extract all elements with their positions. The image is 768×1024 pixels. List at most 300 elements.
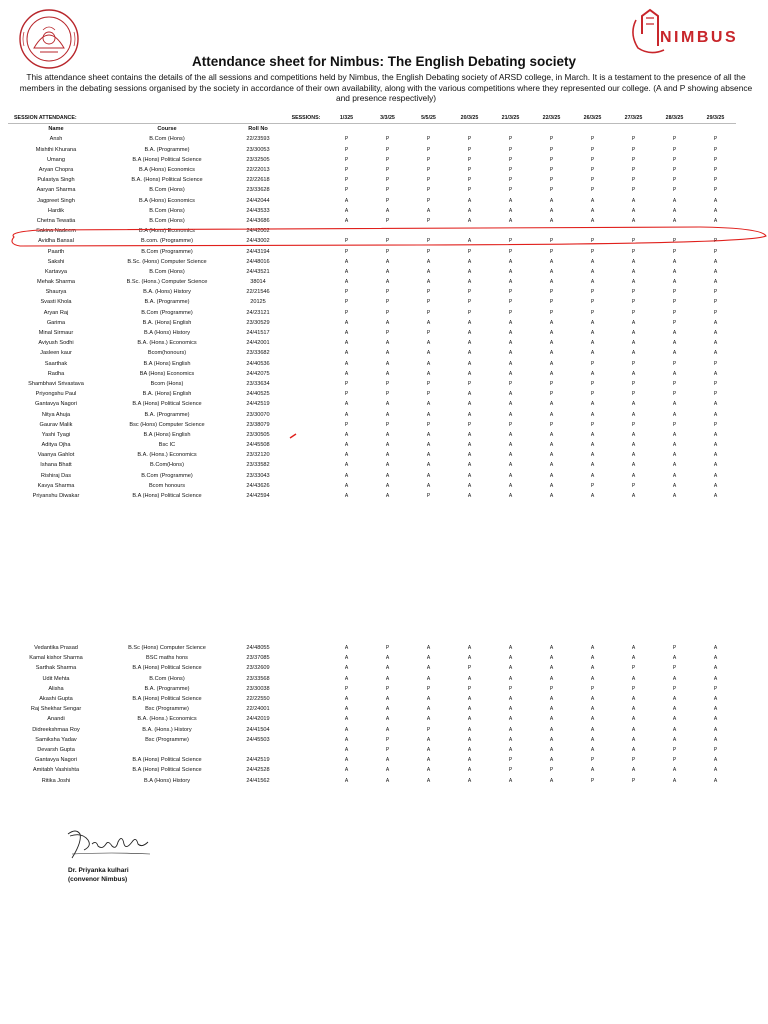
member-roll-no: 24/42002 bbox=[246, 228, 270, 235]
attendance-mark: A bbox=[426, 746, 431, 753]
table-row bbox=[8, 471, 736, 481]
attendance-mark: A bbox=[385, 279, 390, 286]
attendance-mark: A bbox=[385, 675, 390, 682]
attendance-mark: A bbox=[385, 472, 390, 479]
member-course: BA (Hons) Economics bbox=[139, 370, 195, 377]
nimbus-logo-text: NIMBUS bbox=[660, 29, 739, 46]
attendance-mark bbox=[531, 226, 572, 236]
attendance-mark: P bbox=[713, 685, 718, 692]
attendance-mark: A bbox=[590, 696, 595, 703]
attendance-mark: A bbox=[467, 279, 472, 286]
attendance-mark: A bbox=[467, 452, 472, 459]
attendance-mark: P bbox=[549, 309, 554, 316]
attendance-mark: A bbox=[426, 431, 431, 438]
attendance-mark: A bbox=[590, 493, 595, 500]
attendance-mark: A bbox=[344, 746, 349, 753]
member-roll-no: 23/32609 bbox=[246, 665, 270, 672]
attendance-mark: A bbox=[713, 340, 718, 347]
attendance-mark: A bbox=[631, 319, 636, 326]
attendance-mark: P bbox=[426, 391, 431, 398]
table-row bbox=[8, 653, 736, 663]
attendance-mark: P bbox=[672, 238, 677, 245]
spacer-cell bbox=[286, 409, 326, 419]
attendance-mark: P bbox=[590, 187, 595, 194]
member-course: B.A (Hons) English bbox=[143, 431, 191, 438]
attendance-mark: P bbox=[713, 156, 718, 163]
member-course: B.A (Hons) Political Science bbox=[132, 757, 202, 764]
attendance-mark: A bbox=[672, 258, 677, 265]
attendance-mark: A bbox=[508, 340, 513, 347]
attendance-mark: A bbox=[631, 340, 636, 347]
attendance-mark: A bbox=[672, 217, 677, 224]
attendance-mark: A bbox=[672, 736, 677, 743]
attendance-mark: A bbox=[631, 411, 636, 418]
table-row bbox=[8, 399, 736, 409]
attendance-mark: P bbox=[672, 665, 677, 672]
attendance-mark: A bbox=[631, 207, 636, 214]
table-row bbox=[8, 145, 736, 155]
attendance-mark bbox=[490, 226, 531, 236]
attendance-mark: A bbox=[713, 716, 718, 723]
attendance-mark: A bbox=[385, 350, 390, 357]
member-roll-no: 24/42044 bbox=[246, 197, 270, 204]
attendance-mark: P bbox=[672, 421, 677, 428]
member-name: Aviyush Sodhi bbox=[38, 340, 74, 347]
attendance-mark: A bbox=[672, 777, 677, 784]
member-name: Umang bbox=[46, 156, 66, 163]
attendance-mark: P bbox=[590, 289, 595, 296]
attendance-mark: A bbox=[672, 675, 677, 682]
member-name: Nitya Ahuja bbox=[41, 411, 71, 418]
attendance-mark: P bbox=[672, 746, 677, 753]
member-name: Raj Shekhar Sengar bbox=[30, 706, 82, 713]
spacer-cell bbox=[286, 379, 326, 389]
attendance-mark: A bbox=[631, 726, 636, 733]
attendance-mark: A bbox=[508, 411, 513, 418]
attendance-mark: A bbox=[590, 716, 595, 723]
attendance-mark: A bbox=[508, 370, 513, 377]
attendance-mark: P bbox=[467, 685, 472, 692]
attendance-mark: A bbox=[508, 482, 513, 489]
spacer-cell bbox=[286, 297, 326, 307]
attendance-mark: A bbox=[549, 217, 554, 224]
attendance-mark: A bbox=[549, 360, 554, 367]
attendance-mark: P bbox=[672, 299, 677, 306]
spacer-cell bbox=[286, 277, 326, 287]
table-row bbox=[8, 491, 736, 501]
attendance-mark: A bbox=[631, 350, 636, 357]
attendance-mark: A bbox=[713, 319, 718, 326]
spacer-cell bbox=[286, 338, 326, 348]
attendance-mark: P bbox=[590, 146, 595, 153]
attendance-mark: P bbox=[426, 197, 431, 204]
attendance-mark: A bbox=[467, 655, 472, 662]
table-row bbox=[8, 226, 736, 236]
attendance-mark: P bbox=[508, 299, 513, 306]
attendance-mark: P bbox=[631, 187, 636, 194]
member-course: B.A. (Hons.) Economics bbox=[137, 340, 197, 347]
attendance-mark: P bbox=[590, 248, 595, 255]
attendance-mark: A bbox=[385, 207, 390, 214]
attendance-mark: P bbox=[631, 289, 636, 296]
member-roll-no: 24/43686 bbox=[246, 217, 270, 224]
attendance-mark: A bbox=[549, 350, 554, 357]
attendance-mark: P bbox=[713, 360, 718, 367]
attendance-mark: P bbox=[467, 289, 472, 296]
attendance-mark: A bbox=[344, 482, 349, 489]
table-row bbox=[8, 297, 736, 307]
attendance-mark: A bbox=[385, 442, 390, 449]
attendance-mark: P bbox=[426, 217, 431, 224]
attendance-mark: A bbox=[385, 726, 390, 733]
attendance-mark: P bbox=[549, 136, 554, 143]
attendance-mark: A bbox=[467, 472, 472, 479]
attendance-mark: A bbox=[385, 706, 390, 713]
attendance-mark: P bbox=[467, 665, 472, 672]
member-roll-no: 38014 bbox=[250, 279, 266, 286]
table-row bbox=[8, 430, 736, 440]
attendance-mark: P bbox=[467, 146, 472, 153]
member-name: Mishthi Khurana bbox=[35, 146, 77, 153]
attendance-mark: A bbox=[508, 360, 513, 367]
member-name: Udit Mehta bbox=[42, 675, 70, 682]
member-name: Anandi bbox=[47, 716, 65, 723]
attendance-mark: P bbox=[549, 289, 554, 296]
member-course: Bsc (Programme) bbox=[145, 736, 189, 743]
spacer-cell bbox=[286, 440, 326, 450]
attendance-mark: P bbox=[344, 421, 349, 428]
attendance-mark: A bbox=[672, 370, 677, 377]
member-roll-no: 24/40536 bbox=[246, 360, 270, 367]
table-row bbox=[8, 338, 736, 348]
attendance-mark: P bbox=[590, 380, 595, 387]
member-course: Bsc (Hons) Computer Science bbox=[129, 421, 205, 428]
attendance-mark: P bbox=[549, 167, 554, 174]
attendance-mark: A bbox=[426, 665, 431, 672]
attendance-mark: P bbox=[590, 777, 595, 784]
attendance-mark: P bbox=[672, 187, 677, 194]
attendance-mark: A bbox=[549, 696, 554, 703]
attendance-mark: A bbox=[713, 462, 718, 469]
attendance-mark: A bbox=[508, 777, 513, 784]
attendance-mark: A bbox=[344, 716, 349, 723]
spacer-cell bbox=[286, 257, 326, 267]
spacer-cell bbox=[286, 134, 326, 144]
member-roll-no: 24/43521 bbox=[246, 268, 270, 275]
session-date: 21/3/25 bbox=[490, 113, 531, 124]
attendance-mark: A bbox=[549, 401, 554, 408]
table-row bbox=[8, 674, 736, 684]
attendance-mark: A bbox=[590, 675, 595, 682]
attendance-mark: A bbox=[508, 696, 513, 703]
attendance-mark: P bbox=[426, 187, 431, 194]
attendance-mark: A bbox=[344, 340, 349, 347]
attendance-mark: P bbox=[467, 421, 472, 428]
attendance-mark: P bbox=[713, 187, 718, 194]
attendance-mark: A bbox=[385, 431, 390, 438]
attendance-mark bbox=[654, 226, 695, 236]
attendance-mark: A bbox=[467, 401, 472, 408]
attendance-mark: A bbox=[549, 655, 554, 662]
attendance-mark: A bbox=[549, 726, 554, 733]
table-row bbox=[8, 643, 736, 653]
attendance-mark: A bbox=[508, 746, 513, 753]
member-name: Aaryan Sharma bbox=[36, 187, 76, 194]
column-header-roll: Roll No bbox=[248, 126, 268, 133]
attendance-mark: A bbox=[631, 462, 636, 469]
attendance-mark: A bbox=[426, 258, 431, 265]
attendance-mark: P bbox=[672, 248, 677, 255]
attendance-mark: P bbox=[631, 665, 636, 672]
attendance-mark: A bbox=[549, 665, 554, 672]
member-name: Alisha bbox=[48, 685, 64, 692]
attendance-mark: A bbox=[467, 258, 472, 265]
attendance-mark: A bbox=[713, 452, 718, 459]
attendance-mark: A bbox=[672, 472, 677, 479]
attendance-mark: A bbox=[508, 716, 513, 723]
attendance-table bbox=[8, 113, 736, 501]
attendance-mark: A bbox=[467, 746, 472, 753]
attendance-mark: A bbox=[631, 452, 636, 459]
sessions-label: SESSIONS: bbox=[286, 113, 326, 124]
session-date: 28/3/25 bbox=[654, 113, 695, 124]
member-roll-no: 24/43002 bbox=[246, 238, 270, 245]
attendance-mark: A bbox=[508, 258, 513, 265]
attendance-mark: P bbox=[631, 177, 636, 184]
attendance-mark: A bbox=[344, 442, 349, 449]
spacer-cell bbox=[286, 155, 326, 165]
attendance-mark: A bbox=[426, 757, 431, 764]
member-roll-no: 24/45508 bbox=[246, 442, 270, 449]
member-name: Gantavya Nagori bbox=[35, 401, 77, 408]
attendance-mark: A bbox=[385, 777, 390, 784]
table-row bbox=[8, 369, 736, 379]
attendance-mark: P bbox=[467, 136, 472, 143]
attendance-mark: P bbox=[467, 167, 472, 174]
attendance-mark: P bbox=[385, 645, 390, 652]
attendance-mark: A bbox=[426, 716, 431, 723]
attendance-mark: P bbox=[713, 146, 718, 153]
attendance-mark: A bbox=[631, 645, 636, 652]
table-row bbox=[8, 185, 736, 195]
attendance-mark: P bbox=[344, 380, 349, 387]
attendance-mark: A bbox=[672, 268, 677, 275]
attendance-mark: A bbox=[426, 370, 431, 377]
attendance-mark: P bbox=[631, 136, 636, 143]
spacer-cell bbox=[286, 420, 326, 430]
member-course: B.A (Hons) Political Science bbox=[132, 767, 202, 774]
attendance-mark: A bbox=[467, 493, 472, 500]
attendance-mark: A bbox=[549, 746, 554, 753]
attendance-mark: A bbox=[590, 442, 595, 449]
spacer-cell bbox=[286, 185, 326, 195]
member-roll-no: 24/42528 bbox=[246, 767, 270, 774]
attendance-mark: P bbox=[590, 309, 595, 316]
attendance-mark: P bbox=[344, 136, 349, 143]
attendance-mark: A bbox=[385, 258, 390, 265]
member-roll-no: 24/41562 bbox=[246, 777, 270, 784]
attendance-mark: P bbox=[672, 757, 677, 764]
member-name: Jasleen kaur bbox=[40, 350, 72, 357]
attendance-mark: A bbox=[508, 279, 513, 286]
attendance-mark: P bbox=[508, 177, 513, 184]
attendance-mark: A bbox=[713, 401, 718, 408]
member-roll-no: 24/43533 bbox=[246, 207, 270, 214]
attendance-mark: A bbox=[426, 482, 431, 489]
member-course: B.A (Hons) Economics bbox=[139, 167, 195, 174]
attendance-mark: P bbox=[713, 136, 718, 143]
attendance-mark: A bbox=[713, 197, 718, 204]
attendance-mark: P bbox=[344, 391, 349, 398]
attendance-mark: A bbox=[467, 757, 472, 764]
attendance-mark: A bbox=[549, 340, 554, 347]
attendance-mark: A bbox=[467, 391, 472, 398]
member-roll-no: 24/41517 bbox=[246, 330, 270, 337]
attendance-mark: A bbox=[467, 767, 472, 774]
table-row bbox=[8, 277, 736, 287]
member-name: Sakshi bbox=[47, 258, 65, 265]
session-date: 1/325 bbox=[326, 113, 367, 124]
member-roll-no: 24/42075 bbox=[246, 370, 270, 377]
member-name: Aryan Chopra bbox=[38, 167, 74, 174]
attendance-mark: A bbox=[590, 462, 595, 469]
member-name: Priyongshu Paul bbox=[35, 391, 77, 398]
attendance-mark: A bbox=[508, 462, 513, 469]
table-row bbox=[8, 765, 736, 775]
member-name: Akashi Gupta bbox=[39, 696, 73, 703]
attendance-mark: P bbox=[713, 177, 718, 184]
member-name: Devarsh Gupta bbox=[37, 746, 75, 753]
member-name: Kartavya bbox=[44, 268, 68, 275]
attendance-mark: A bbox=[713, 706, 718, 713]
spacer-cell bbox=[286, 694, 326, 704]
attendance-mark: P bbox=[631, 299, 636, 306]
member-roll-no: 23/30038 bbox=[246, 685, 270, 692]
member-course: B.Com (Programme) bbox=[141, 472, 193, 479]
attendance-mark: A bbox=[672, 340, 677, 347]
attendance-mark: A bbox=[672, 767, 677, 774]
attendance-mark: P bbox=[508, 167, 513, 174]
member-roll-no: 24/48016 bbox=[246, 258, 270, 265]
attendance-mark bbox=[408, 226, 449, 236]
attendance-mark: A bbox=[713, 207, 718, 214]
attendance-mark: A bbox=[672, 462, 677, 469]
attendance-mark: P bbox=[426, 167, 431, 174]
member-course: B.A. (Hons) English bbox=[142, 319, 192, 326]
attendance-mark: P bbox=[508, 757, 513, 764]
member-name: Vedantika Prasad bbox=[34, 645, 78, 652]
table-row bbox=[8, 155, 736, 165]
member-course: B.A (Hons) Political Science bbox=[132, 493, 202, 500]
attendance-mark: A bbox=[590, 268, 595, 275]
attendance-mark: P bbox=[385, 248, 390, 255]
attendance-mark: A bbox=[426, 675, 431, 682]
spacer-cell bbox=[286, 471, 326, 481]
attendance-mark: P bbox=[508, 146, 513, 153]
member-name: Paarth bbox=[47, 248, 65, 255]
table-row bbox=[8, 389, 736, 399]
member-course: B.A. (Hons) English bbox=[142, 391, 192, 398]
signatory-role: (convenor Nimbus) bbox=[68, 876, 128, 883]
attendance-mark: A bbox=[631, 706, 636, 713]
member-course: B.Sc. (Hons.) Computer Science bbox=[126, 279, 208, 286]
table-row bbox=[8, 481, 736, 491]
attendance-mark: P bbox=[672, 380, 677, 387]
attendance-mark: P bbox=[713, 289, 718, 296]
table-row bbox=[8, 694, 736, 704]
member-course: B.A (Hons) Political Science bbox=[132, 665, 202, 672]
attendance-mark bbox=[572, 226, 613, 236]
attendance-mark: P bbox=[508, 289, 513, 296]
attendance-mark: A bbox=[467, 207, 472, 214]
attendance-mark: A bbox=[549, 431, 554, 438]
attendance-mark: P bbox=[590, 136, 595, 143]
attendance-mark: P bbox=[713, 299, 718, 306]
attendance-mark: A bbox=[385, 370, 390, 377]
attendance-mark: A bbox=[713, 675, 718, 682]
attendance-mark: A bbox=[590, 340, 595, 347]
member-course: B.A. (Programme) bbox=[144, 411, 190, 418]
session-attendance-label: SESSION ATTENDANCE: bbox=[8, 113, 230, 124]
attendance-mark: P bbox=[426, 136, 431, 143]
member-name: Kamal kishor Sharma bbox=[29, 655, 83, 662]
attendance-mark: A bbox=[631, 279, 636, 286]
member-name: Priyanshu Diwakar bbox=[32, 493, 80, 500]
attendance-mark: A bbox=[590, 746, 595, 753]
attendance-mark: P bbox=[344, 187, 349, 194]
spacer-cell bbox=[286, 450, 326, 460]
attendance-mark: A bbox=[467, 350, 472, 357]
member-name: Didreekshmaa Roy bbox=[32, 726, 80, 733]
attendance-mark: A bbox=[385, 767, 390, 774]
attendance-mark: P bbox=[549, 421, 554, 428]
attendance-mark: A bbox=[672, 279, 677, 286]
member-roll-no: 23/33634 bbox=[246, 380, 270, 387]
attendance-mark: A bbox=[549, 279, 554, 286]
attendance-mark: A bbox=[344, 696, 349, 703]
attendance-mark: A bbox=[631, 716, 636, 723]
attendance-mark: P bbox=[467, 177, 472, 184]
attendance-mark: P bbox=[385, 238, 390, 245]
attendance-mark: A bbox=[508, 736, 513, 743]
member-roll-no: 22/22550 bbox=[246, 696, 270, 703]
attendance-mark: P bbox=[385, 380, 390, 387]
attendance-mark: P bbox=[508, 767, 513, 774]
spacer-cell bbox=[286, 684, 326, 694]
attendance-mark: P bbox=[631, 146, 636, 153]
attendance-mark: A bbox=[426, 777, 431, 784]
attendance-mark: A bbox=[713, 350, 718, 357]
attendance-mark: A bbox=[344, 472, 349, 479]
attendance-mark: A bbox=[426, 696, 431, 703]
attendance-mark: A bbox=[549, 268, 554, 275]
attendance-mark: A bbox=[385, 319, 390, 326]
table-row bbox=[8, 216, 736, 226]
attendance-mark: P bbox=[631, 685, 636, 692]
attendance-mark: A bbox=[549, 706, 554, 713]
spacer-cell bbox=[286, 287, 326, 297]
attendance-mark bbox=[449, 226, 490, 236]
attendance-mark: P bbox=[590, 299, 595, 306]
attendance-mark: A bbox=[590, 197, 595, 204]
attendance-mark: A bbox=[672, 411, 677, 418]
attendance-mark: A bbox=[549, 645, 554, 652]
member-roll-no: 22/22618 bbox=[246, 177, 270, 184]
member-name: Garima bbox=[46, 319, 66, 326]
attendance-mark: A bbox=[385, 696, 390, 703]
attendance-mark: A bbox=[631, 268, 636, 275]
attendance-mark: A bbox=[467, 217, 472, 224]
